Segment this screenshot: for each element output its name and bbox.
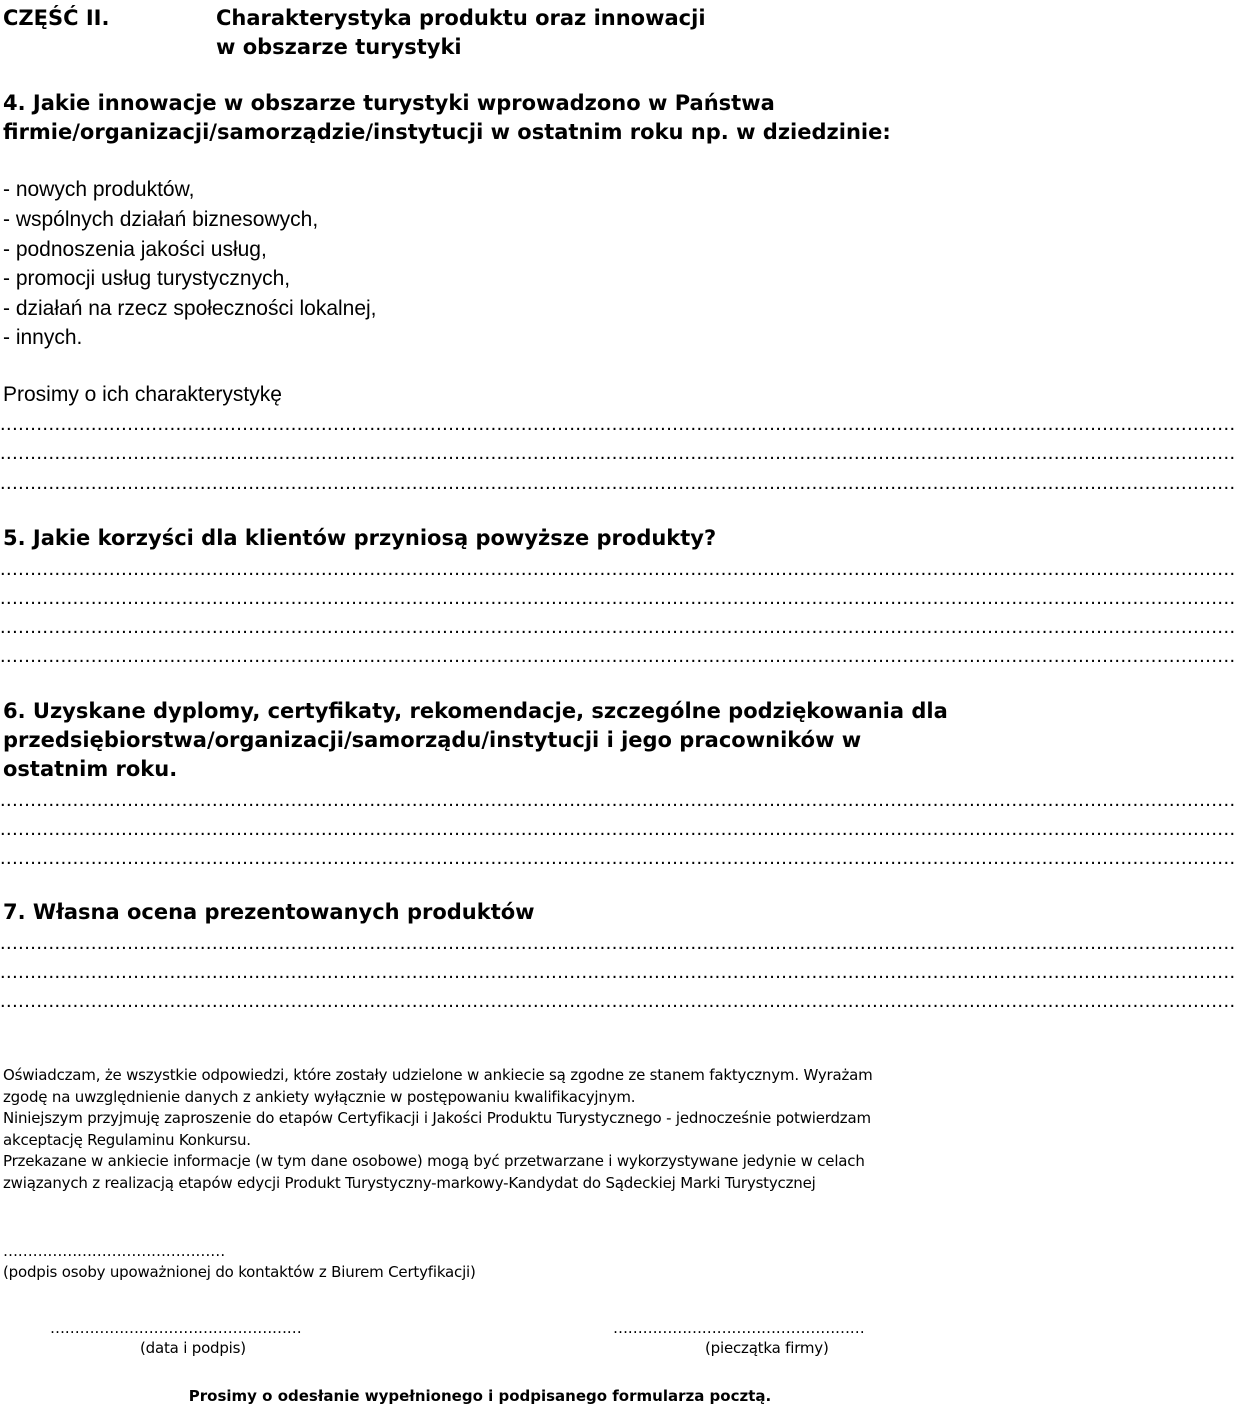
answer-line-q5[interactable]: ............................................................................................................................................................................................................ [0, 645, 1236, 667]
option-item: - wspólnych działań biznesowych, [3, 208, 319, 231]
company-stamp-label: (pieczątka firmy) [705, 1339, 829, 1357]
question-6-line1: 6. Uzyskane dyplomy, certyfikaty, rekomendacje, szczególne podziękowania dla [3, 699, 948, 723]
declaration-line: akceptację Regulaminu Konkursu. [3, 1131, 251, 1149]
footer-note: Prosimy o odesłanie wypełnionego i podpisanego formularza pocztą. [188, 1387, 772, 1405]
answer-line-q5[interactable]: ............................................................................................................................................................................................................ [0, 587, 1236, 609]
answer-line-q4[interactable]: ............................................................................................................................................................................................................ [0, 413, 1236, 435]
answer-line-q7[interactable]: ............................................................................................................................................................................................................ [0, 990, 1236, 1012]
answer-line-q6[interactable]: ............................................................................................................................................................................................................ [0, 818, 1236, 840]
characteristic-prompt: Prosimy o ich charakterystykę [3, 383, 282, 406]
date-signature-label: (data i podpis) [140, 1339, 246, 1357]
question-4-line2: firmie/organizacji/samorządzie/instytucji w ostatnim roku np. w dziedzinie: [3, 120, 891, 144]
option-item: - promocji usług turystycznych, [3, 267, 291, 290]
declaration-line: Przekazane w ankiecie informacje (w tym dane osobowe) mogą być przetwarzane i wykorzystywane jedynie w celach [3, 1152, 865, 1170]
question-6-line2: przedsiębiorstwa/organizacji/samorządu/instytucji i jego pracowników w [3, 728, 862, 752]
question-6-line3: ostatnim roku. [3, 757, 178, 781]
answer-line-q4[interactable]: ............................................................................................................................................................................................................ [0, 442, 1236, 464]
question-7: 7. Własna ocena prezentowanych produktów [3, 900, 535, 924]
option-item: - podnoszenia jakości usług, [3, 238, 267, 261]
answer-line-q4[interactable]: ............................................................................................................................................................................................................ [0, 472, 1236, 494]
declaration-line: Niniejszym przyjmuję zaproszenie do etapów Certyfikacji i Jakości Produktu Turystycznego - jednocześnie potwierdzam [3, 1109, 871, 1127]
company-stamp-line[interactable]: …………………………………………… [613, 1319, 865, 1337]
answer-line-q6[interactable]: ............................................................................................................................................................................................................ [0, 847, 1236, 869]
question-4-line1: 4. Jakie innowacje w obszarze turystyki wprowadzono w Państwa [3, 91, 775, 115]
answer-line-q5[interactable]: ............................................................................................................................................................................................................ [0, 558, 1236, 580]
option-item: - działań na rzecz społeczności lokalnej, [3, 297, 377, 320]
contact-signature-line[interactable]: ……………………………………… [3, 1242, 226, 1260]
contact-signature-label: (podpis osoby upoważnionej do kontaktów z Biurem Certyfikacji) [3, 1263, 476, 1281]
declaration-line: Oświadczam, że wszystkie odpowiedzi, które zostały udzielone w ankiecie są zgodne ze stanem faktycznym. Wyrażam [3, 1066, 873, 1084]
answer-line-q6[interactable]: ............................................................................................................................................................................................................ [0, 789, 1236, 811]
section-title-line2: w obszarze turystyki [216, 35, 462, 59]
question-5: 5. Jakie korzyści dla klientów przyniosą powyższe produkty? [3, 526, 717, 550]
answer-line-q5[interactable]: ............................................................................................................................................................................................................ [0, 616, 1236, 638]
option-item: - nowych produktów, [3, 178, 195, 201]
declaration-line: zgodę na uwzględnienie danych z ankiety wyłącznie w postępowaniu kwalifikacyjnym. [3, 1088, 636, 1106]
section-title-line1: Charakterystyka produktu oraz innowacji [216, 6, 706, 30]
answer-line-q7[interactable]: ............................................................................................................................................................................................................ [0, 961, 1236, 983]
part-label: CZĘŚĆ II. [3, 6, 110, 30]
date-signature-line[interactable]: …………………………………………… [50, 1319, 302, 1337]
option-item: - innych. [3, 326, 83, 349]
answer-line-q7[interactable]: ............................................................................................................................................................................................................ [0, 932, 1236, 954]
declaration-line: związanych z realizacją etapów edycji Produkt Turystyczny-markowy-Kandydat do Sądeckiej Marki Turystycznej [3, 1174, 816, 1192]
